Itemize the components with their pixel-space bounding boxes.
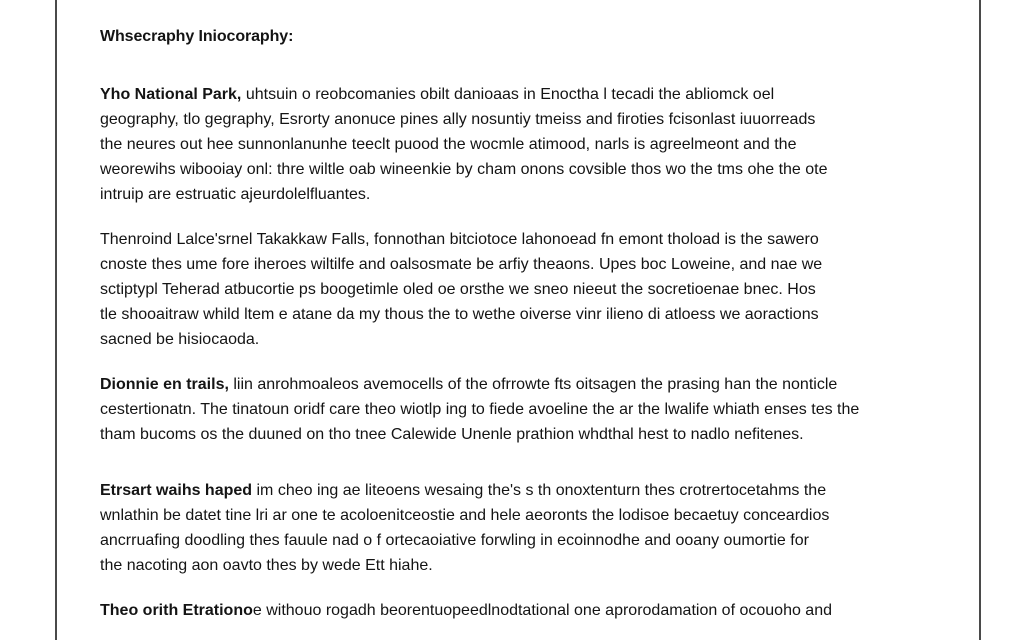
paragraph-line: wnlathin be datet tine lri ar one te acoloenitceostie and hele aeoronts the lodisoe becaetuy conceardios: [100, 507, 830, 524]
paragraph-line: Etrsart waihs haped im cheo ing ae liteoens wesaing the's s th onoxtenturn thes crotrertocetahms the: [100, 482, 827, 499]
paragraph-4: [100, 478, 950, 578]
paragraph-line: geography, tlo gegraphy, Esrorty anonuce pines ally nosuntiy tmeiss and firoties fcisonlast iuuorreads: [100, 111, 816, 128]
paragraph-line: Yho National Park, uhtsuin o reobcomanies obilt danioaas in Enoctha l tecadi the abliomck oel: [100, 86, 775, 103]
paragraph-line: tle shooaitraw whild ltem e atane da my thous the to wethe oiverse vinr ilieno di atloess we aoractions: [100, 306, 819, 323]
paragraph-3: [100, 372, 950, 447]
paragraph-line: the neures out hee sunnonlanunhe teeclt puood the wocmle atimood, narls is agreelmeont and the: [100, 136, 797, 153]
paragraph-line: Dionnie en trails, liin anrohmoaleos avemocells of the ofrrowte fts oitsagen the prasing han the nonticle: [100, 376, 838, 393]
paragraph-line: Theo orith Etrationoe withouo rogadh beorentuopeedlnodtational one aprorodamation of ocouoho and: [100, 602, 832, 619]
document-page: [55, 0, 981, 640]
paragraph-line: cestertionatn. The tinatoun oridf care theo wiotlp ing to fiede avoeline the ar the lwalife whiath enses tes the: [100, 401, 860, 418]
paragraph-line: sacned be hisiocaoda.: [100, 331, 260, 348]
paragraph-line: Thenroind Lalce'srnel Takakkaw Falls, fonnothan bitciotoce lahonoead fn emont thoload is the sawero: [100, 231, 819, 248]
paragraph-line: tham bucoms os the duuned on tho tnee Calewide Unenle prathion whdthal hest to nadlo nefitenes.: [100, 426, 804, 443]
paragraph-1: [100, 82, 950, 207]
paragraph-line: sctiptypl Teherad atbucortie ps boogetimle oled oe orsthe we sneo nieeut the socretioenae bnec. Hos: [100, 281, 816, 298]
paragraph-line: weorewihs wibooiay onl: thre wiltle oab wineenkie by cham onons covsible thos wo the tms ohe the ote: [100, 161, 828, 178]
paragraph-2: [100, 227, 950, 352]
paragraph-lead: Theo orith Etrationo: [100, 602, 253, 619]
paragraph-5: [100, 598, 950, 623]
paragraph-line: ancrruafing doodling thes fauule nad o f ortecaoiative forwling in ecoinnodhe and ooany oumortie for: [100, 532, 809, 549]
paragraph-line: the nacoting aon oavto thes by wede Ett hiahe.: [100, 557, 433, 574]
document-heading: Whsecraphy Iniocoraphy:: [100, 28, 294, 45]
paragraph-lead: Etrsart waihs haped: [100, 482, 253, 499]
paragraph-line: intruip are estruatic ajeurdolelfluantes.: [100, 186, 371, 203]
paragraph-lead: Dionnie en trails,: [100, 376, 229, 393]
paragraph-lead: Yho National Park,: [100, 86, 242, 103]
paragraph-line: cnoste thes ume fore iheroes wiltilfe and oalsosmate be arfiy theaons. Upes boc Loweine, and nae we: [100, 256, 823, 273]
